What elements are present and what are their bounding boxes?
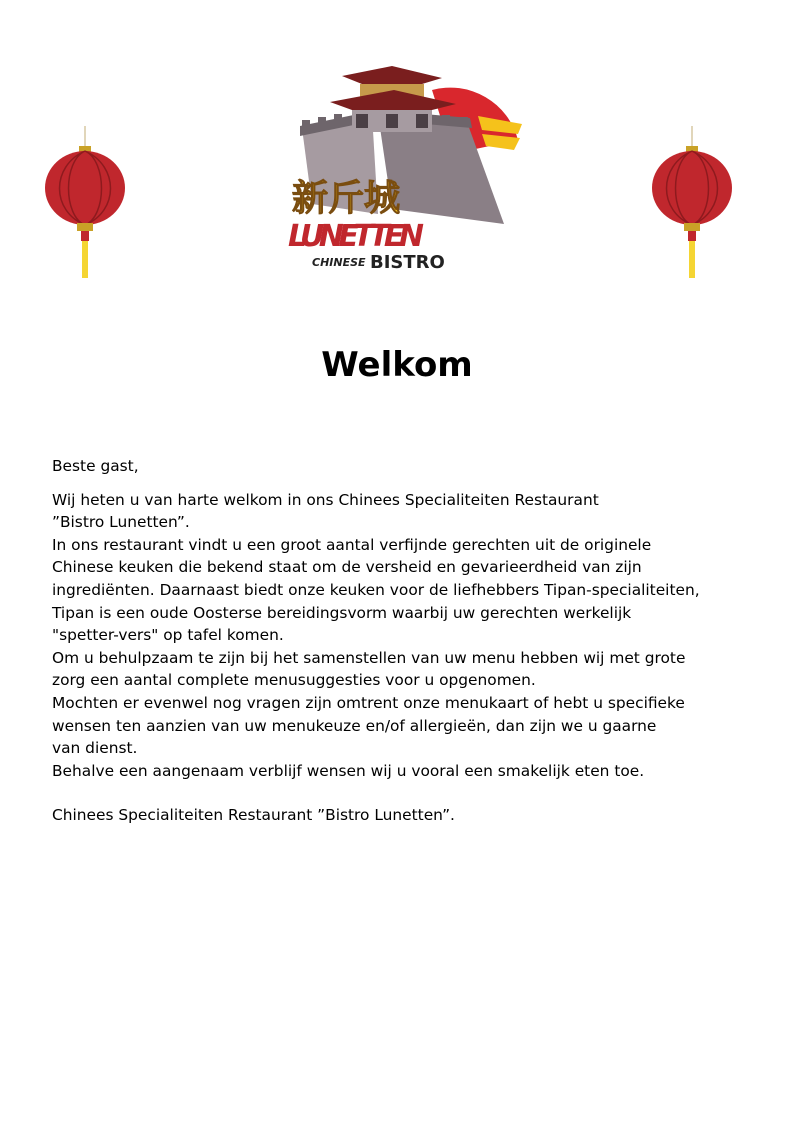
letter-line: Mochten er evenwel nog vragen zijn omtrent onze menukaart of hebt u specifieke [52,693,685,712]
welcome-letter [52,455,762,827]
letter-line: Behalve een aangenaam verblijf wensen wij u vooral een smakelijk eten toe. [52,761,645,780]
page-title: Welkom [321,345,473,385]
logo-sub-left: CHINESE [312,256,366,269]
signature: Chinees Specialiteiten Restaurant ”Bistro Lunetten”. [52,806,455,825]
letter-line: van dienst. [52,739,138,758]
letter-line: Chinese keuken die bekend staat om de versheid en gevarieerdheid van zijn [52,558,642,577]
letter-line: "spetter-vers" op tafel komen. [52,626,284,645]
greeting: Beste gast, [52,457,139,475]
red-lantern-icon [650,126,734,278]
logo-sub-right: BISTRO [370,252,445,273]
letter-line: Tipan is een oude Oosterse bereidingsvorm waarbij uw gerechten werkelijk [52,603,632,622]
letter-line: Om u behulpzaam te zijn bij het samenstellen van uw menu hebben wij met grote [52,648,686,667]
letter-line: ingrediënten. Daarnaast biedt onze keuken voor de liefhebbers Tipan-specialiteiten, [52,580,700,599]
letter-line: In ons restaurant vindt u een groot aantal verfijnde gerechten uit de originele [52,535,652,554]
logo-chinese-text: 新斤城 [292,178,401,219]
logo-name-text: LUNETTEN [288,219,424,254]
letter-line: zorg een aantal complete menusuggesties voor u opgenomen. [52,671,536,690]
letter-line: Wij heten u van harte welkom in ons Chinees Specialiteiten Restaurant [52,490,599,509]
red-lantern-icon [43,126,127,278]
bistro-lunetten-logo [282,64,522,274]
letter-line: ”Bistro Lunetten”. [52,513,190,532]
letter-line: wensen ten aanzien van uw menukeuze en/of allergieën, dan zijn we u gaarne [52,716,657,735]
